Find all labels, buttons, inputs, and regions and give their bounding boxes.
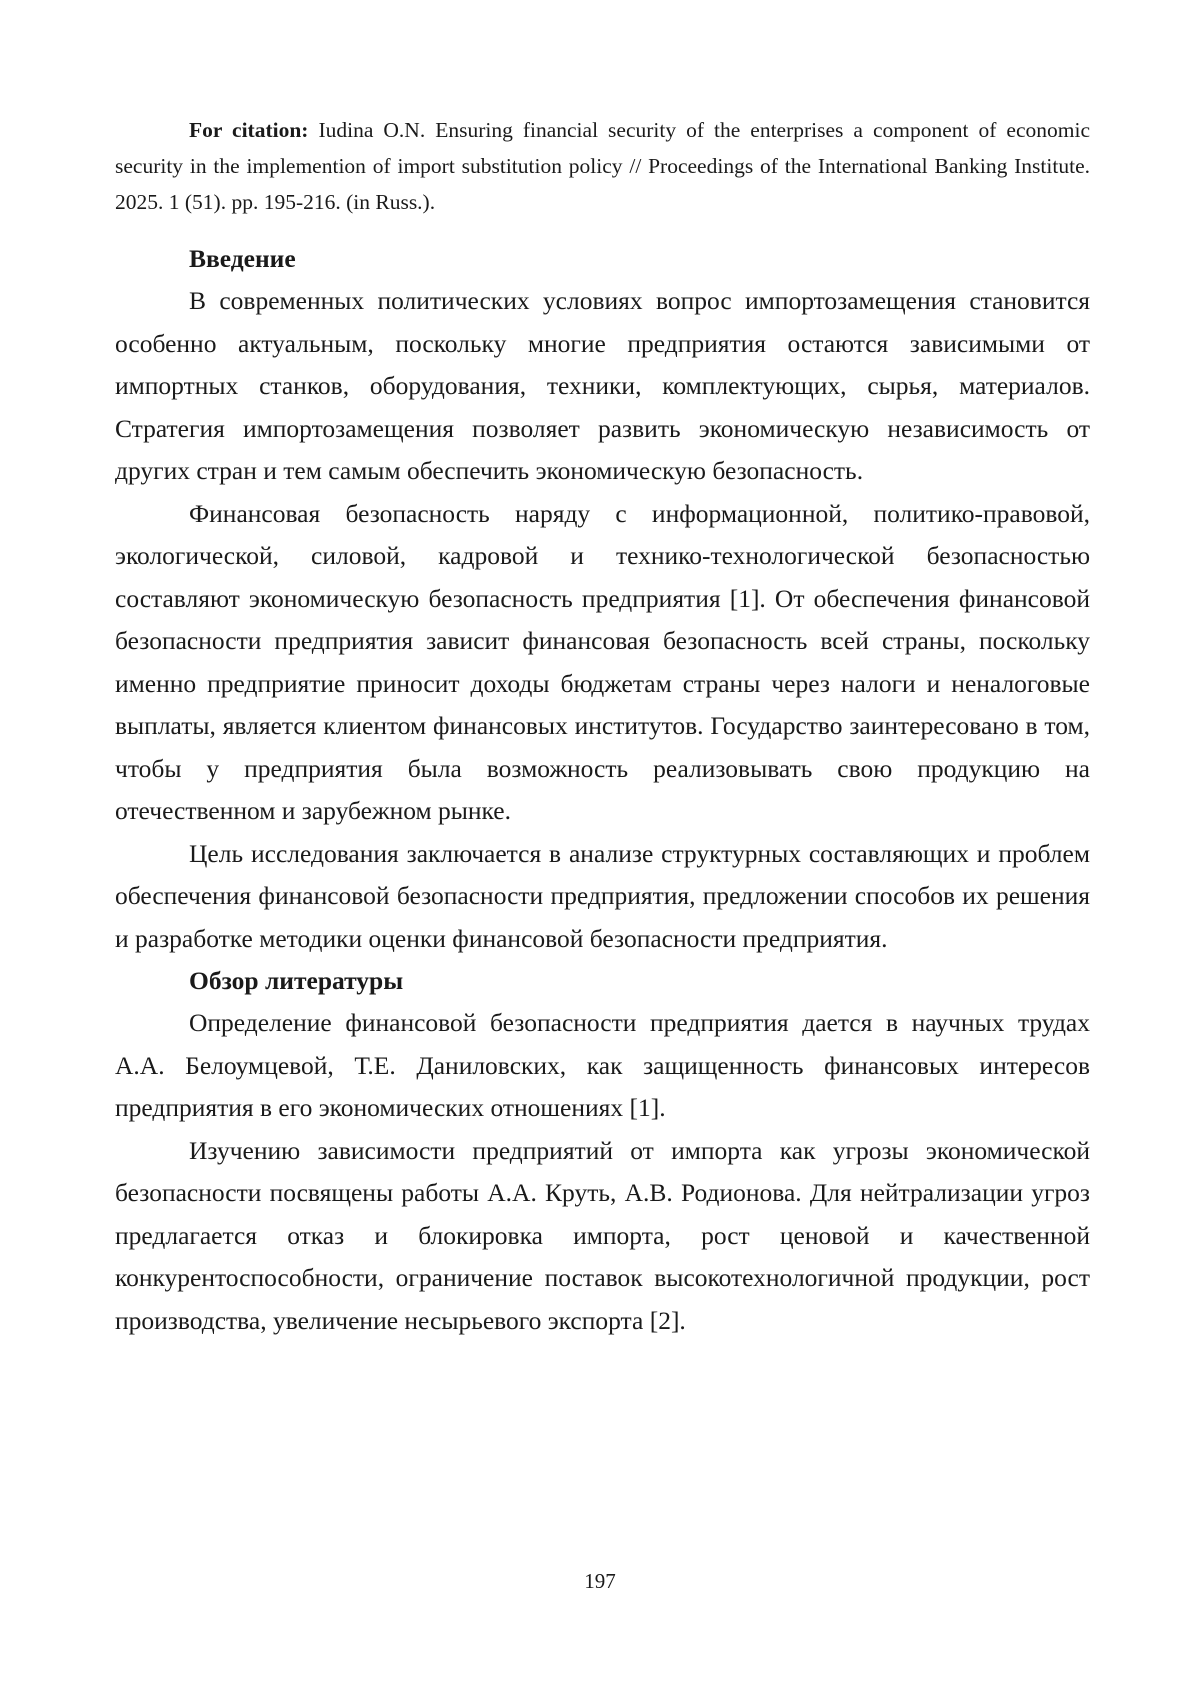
page-content [115,112,1090,1342]
paragraph: Финансовая безопасность наряду с информационной, политико-правовой, экологической, силовой, кадровой и технико-технологической безопасностью составляют экономическую безопасность предприятия [1]. От обеспечения финансовой безопасности предприятия зависит финансовая безопасность всей страны, поскольку именно предприятие приносит доходы бюджетам страны через налоги и неналоговые выплаты, является клиентом финансовых институтов. Государство заинтересовано в том, чтобы у предприятия была возможность реализовывать свою продукцию на отечественном и зарубежном рынке. [115,498,1090,825]
paragraph: Определение финансовой безопасности предприятия дается в научных трудах А.А. Белоумцевой, Т.Е. Даниловских, как защищенность финансовых интересов предприятия в его экономических отношениях [1]. [115,1008,1090,1122]
citation-label: For citation: [189,118,309,142]
paragraph: В современных политических условиях вопрос импортозамещения становится особенно актуальным, поскольку многие предприятия остаются зависимыми от импортных станков, оборудования, техники, комплектующих, сырья, материалов. Стратегия импортозамещения позволяет развить экономическую независимость от других стран и тем самым обеспечить экономическую безопасность. [115,286,1090,485]
citation-text: Iudina O.N. Ensuring financial security of the enterprises a component of economic security in the implemention of import substitution policy // Proceedings of the International Banking Institute. 2025. 1 (51). pp. 195-216. (in Russ.). [115,118,1090,214]
paragraph: Изучению зависимости предприятий от импорта как угрозы экономической безопасности посвящены работы А.А. Круть, А.В. Родионова. Для нейтрализации угроз предлагается отказ и блокировка импорта, рост ценовой и качественной конкурентоспособности, ограничение поставок высокотехнологичной продукции, рост производства, увеличение несырьевого экспорта [2]. [115,1135,1090,1335]
citation-block [115,112,1090,220]
section-heading-introduction: Введение [189,244,296,273]
paragraph: Цель исследования заключается в анализе структурных составляющих и проблем обеспечения финансовой безопасности предприятия, предложении способов их решения и разработке методики оценки финансовой безопасности предприятия. [115,838,1090,953]
section-heading-literature-review: Обзор литературы [189,966,404,995]
page-number: 197 [584,1569,616,1593]
